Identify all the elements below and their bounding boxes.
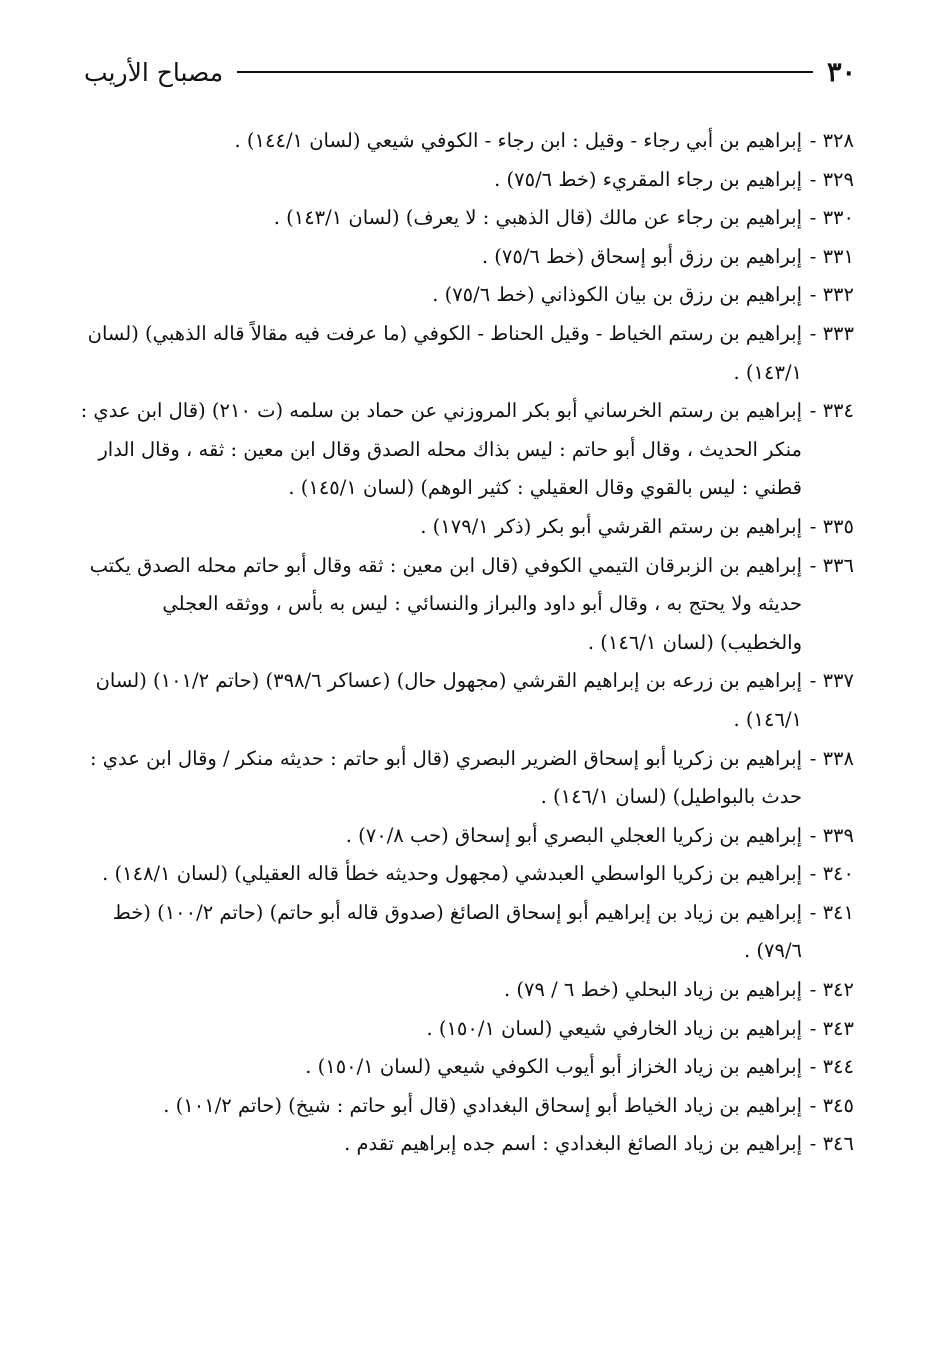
book-title: مصباح الأريب [84,57,224,87]
entry-number: ٣٣٦ - [809,553,854,577]
entry-text: إبراهيم بن زكريا أبو إسحاق الضرير البصري (قال أبو حاتم : حديثه منكر / وقال ابن عدي : حدث بالبواطيل) (لسان ١٤٦/١) . [89,746,802,809]
list-item [78,1010,854,1049]
entry-number: ٣٣٧ - [809,669,854,693]
list-item [78,1048,854,1087]
list-item [78,662,854,739]
list-item [78,740,854,817]
entries-list [78,122,854,1164]
entry-number: ٣٤٤ - [809,1055,854,1079]
list-item [78,855,854,894]
entry-text: إبراهيم بن رجاء المقريء (خط ٧٥/٦) . [494,167,802,191]
entry-number: ٣٤٥ - [809,1093,854,1117]
entry-number: ٣٤٣ - [809,1016,854,1040]
list-item [78,817,854,856]
entry-text: إبراهيم بن الزبرقان التيمي الكوفي (قال ابن معين : ثقه وقال أبو حاتم محله الصدق يكتب حديثه ولا يحتج به ، وقال أبو داود والبراز والنسائي : ليس به بأس ، ووثقه العجلي والخطيب) (لسان ١٤٦/١) . [89,553,802,654]
entry-number: ٣٣٣ - [809,321,854,345]
entry-number: ٣٤١ - [809,900,854,924]
page-number: ٣٠ [826,56,856,88]
entry-number: ٣٤٢ - [809,978,854,1002]
entry-text: إبراهيم بن زكريا العجلي البصري أبو إسحاق (حب ٧٠/٨) . [345,823,802,847]
list-item [78,161,854,200]
page-header [84,52,856,92]
entry-number: ٣٣٤ - [809,399,854,423]
list-item [78,122,854,161]
entry-text: إبراهيم بن زياد البحلي (خط ٦ / ٧٩) . [503,978,802,1002]
entry-number: ٣٣٩ - [809,823,854,847]
entry-text: إبراهيم بن زكريا الواسطي العبدشي (مجهول وحديثه خطأ قاله العقيلي) (لسان ١٤٨/١) . [102,862,802,886]
entry-number: ٣٢٨ - [809,129,854,152]
entry-number: ٣٣٢ - [809,283,854,307]
entry-text: إبراهيم بن رستم الخياط - وقيل الحناط - الكوفي (ما عرفت فيه مقالاً قاله الذهبي) (لسان ١٤٣/١) . [87,321,802,384]
list-item [78,315,854,392]
list-item [78,1087,854,1126]
entry-text: إبراهيم بن رزق بن بيان الكوذاني (خط ٧٥/٦) . [432,283,802,307]
entry-text: إبراهيم بن زرعه بن إبراهيم القرشي (مجهول حال) (عساكر ٣٩٨/٦) (حاتم ١٠١/٢) (لسان ١٤٦/١) . [95,669,802,731]
entry-number: ٣٣٨ - [809,746,854,770]
entry-number: ٣٤٦ - [809,1132,854,1156]
entry-number: ٣٤٠ - [809,862,854,886]
entry-text: إبراهيم بن زياد بن إبراهيم أبو إسحاق الصائغ (صدوق قاله أبو حاتم) (حاتم ١٠٠/٢) (خط ٧٩/٦) . [112,900,802,963]
list-item [78,392,854,508]
entry-text: إبراهيم بن رستم القرشي أبو بكر (ذكر ١٧٩/١) . [420,514,802,538]
entry-text: إبراهيم بن رزق أبو إسحاق (خط ٧٥/٦) . [481,244,802,268]
list-item [78,971,854,1010]
entry-text: إبراهيم بن زياد الخزاز أبو أيوب الكوفي شيعي (لسان ١٥٠/١) . [305,1055,802,1079]
header-rule [237,71,813,73]
list-item [78,508,854,547]
entry-number: ٣٣٠ - [809,206,854,230]
list-item [78,199,854,238]
entry-number: ٣٣٥ - [809,514,854,538]
list-item [78,238,854,277]
entry-text: إبراهيم بن زياد الخارفي شيعي (لسان ١٥٠/١) . [426,1016,802,1040]
list-item [78,276,854,315]
list-item [78,547,854,663]
entry-text: إبراهيم بن زياد الصائغ البغدادي : اسم جده إبراهيم تقدم . [344,1132,802,1156]
list-item [78,1125,854,1164]
entry-text: إبراهيم بن رستم الخرساني أبو بكر المروزني عن حماد بن سلمه (ت ٢١٠) (قال ابن عدي : منكر الحديث ، وقال أبو حاتم : ليس بذاك محله الصدق وقال ابن معين : ثقه ، وقال الدار قطني : ليس بالقوي وقال العقيلي : كثير الوهم) (لسان ١٤٥/١) . [80,399,802,500]
entry-text: إبراهيم بن زياد الخياط أبو إسحاق البغدادي (قال أبو حاتم : شيخ) (حاتم ١٠١/٢) . [163,1093,802,1117]
entry-number: ٣٣١ - [809,244,854,268]
entry-number: ٣٢٩ - [809,167,854,191]
entry-text: إبراهيم بن رجاء عن مالك (قال الذهبي : لا يعرف) (لسان ١٤٣/١) . [273,206,802,230]
list-item [78,894,854,971]
entry-text: إبراهيم بن أبي رجاء - وقيل : ابن رجاء - الكوفي شيعي (لسان ١٤٤/١) . [234,129,802,152]
